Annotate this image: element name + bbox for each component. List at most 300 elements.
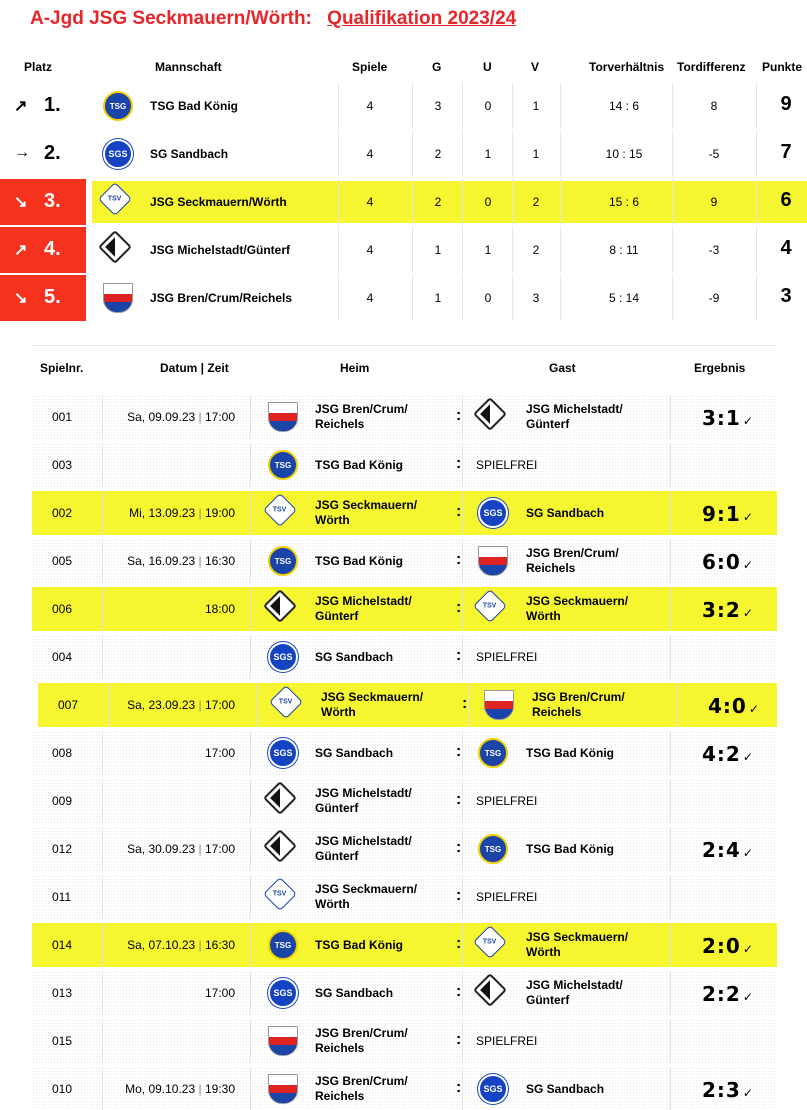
standings-row[interactable]: [0, 131, 807, 177]
check-icon: ✓: [748, 702, 760, 716]
divider: [250, 731, 251, 775]
home-team-line: TSG Bad König: [315, 458, 403, 472]
divider: [462, 971, 463, 1015]
result-score: 2:4: [702, 838, 741, 862]
bye-label: SPIELFREI: [476, 458, 538, 472]
schedule-header-3: Gast: [549, 361, 576, 375]
match-date-time: [127, 842, 235, 856]
divider: [102, 827, 103, 871]
match-date-time: [127, 938, 235, 952]
score-separator: :: [456, 743, 462, 760]
match-result[interactable]: [702, 838, 754, 862]
separator: |: [195, 842, 205, 856]
match-row[interactable]: [32, 875, 777, 919]
divider: [670, 491, 671, 535]
match-number: 009: [52, 794, 73, 808]
standings-row[interactable]: [0, 227, 807, 273]
column-header-7: Tordifferenz: [677, 60, 746, 74]
page-title: [30, 8, 516, 30]
goal-diff: 8: [710, 99, 718, 113]
home-team-line: JSG Michelstadt/: [315, 834, 412, 848]
divider: [462, 491, 463, 535]
check-icon: ✓: [742, 942, 754, 956]
result-score: 2:2: [702, 982, 741, 1006]
tsv-crest-icon: TSV: [473, 925, 507, 959]
result-score: 9:1: [702, 502, 741, 526]
divider: [560, 275, 561, 321]
mich-crest-icon: [473, 973, 507, 1007]
divider: [560, 83, 561, 129]
divider: [102, 443, 103, 487]
divider: [670, 443, 671, 487]
home-team[interactable]: [315, 650, 393, 665]
match-row[interactable]: [32, 827, 777, 871]
standings-header: [0, 60, 807, 80]
match-number: 003: [52, 458, 73, 472]
position: 3.: [44, 190, 61, 212]
divider: [462, 443, 463, 487]
check-icon: ✓: [742, 1086, 754, 1100]
match-date: Mi, 13.09.23: [129, 506, 196, 520]
score-separator: :: [456, 791, 462, 808]
home-team-line: Reichels: [315, 1089, 365, 1103]
away-team-line: JSG Bren/Crum/: [532, 690, 625, 704]
away-team-line: SG Sandbach: [526, 506, 605, 520]
rank-cell: [0, 83, 86, 129]
divider: [560, 227, 561, 273]
home-team[interactable]: [315, 938, 403, 953]
check-icon: ✓: [742, 990, 754, 1004]
schedule-header-4: Ergebnis: [694, 361, 746, 375]
match-row[interactable]: [32, 395, 777, 439]
away-team[interactable]: [526, 506, 604, 521]
divider: [512, 83, 513, 129]
home-team-line: SG Sandbach: [315, 746, 394, 760]
match-result[interactable]: [702, 982, 754, 1006]
match-result[interactable]: [702, 1078, 754, 1102]
losses: 1: [532, 147, 540, 161]
team-name[interactable]: JSG Michelstadt/Günterf: [150, 243, 291, 257]
rank-cell: [0, 227, 86, 273]
divider: [672, 179, 673, 225]
goal-diff: 9: [710, 195, 718, 209]
home-team-line: SG Sandbach: [315, 986, 394, 1000]
away-team-line: Wörth: [526, 945, 561, 959]
points: 4: [780, 237, 792, 259]
match-number: 005: [52, 554, 73, 568]
sg-crest-icon: SGS: [478, 498, 508, 528]
games: 4: [366, 147, 374, 161]
match-result[interactable]: [702, 934, 754, 958]
match-result[interactable]: [708, 694, 760, 718]
goals: 14 : 6: [608, 99, 640, 113]
home-team-line: Wörth: [321, 705, 356, 719]
away-team[interactable]: [526, 930, 628, 960]
match-number: 015: [52, 1034, 73, 1048]
match-row[interactable]: [32, 731, 777, 775]
match-date: Sa, 16.09.23: [127, 554, 196, 568]
score-separator: :: [456, 935, 462, 952]
match-time: 16:30: [204, 938, 235, 952]
divider: [412, 131, 413, 177]
match-date-time: [205, 986, 235, 1000]
column-header-5: V: [531, 60, 540, 74]
divider: [102, 779, 103, 823]
match-row[interactable]: [32, 443, 777, 487]
bren-crest-icon: [268, 402, 298, 432]
sg-crest-icon: SGS: [268, 642, 298, 672]
score-separator: :: [456, 551, 462, 568]
home-team[interactable]: [315, 746, 393, 761]
divider: [672, 227, 673, 273]
losses: 2: [532, 195, 540, 209]
match-result[interactable]: [702, 598, 754, 622]
divider: [560, 179, 561, 225]
goal-diff: -3: [708, 243, 720, 257]
home-team[interactable]: [315, 498, 417, 528]
away-team[interactable]: [526, 978, 623, 1008]
tsv-crest-icon: TSV: [473, 589, 507, 623]
away-team-line: TSG Bad König: [526, 842, 614, 856]
match-number: 002: [52, 506, 73, 520]
check-icon: ✓: [742, 606, 754, 620]
divider: [102, 875, 103, 919]
divider: [256, 683, 257, 727]
divider: [462, 179, 463, 225]
home-team[interactable]: [315, 402, 408, 432]
tsg-crest-icon: TSG: [268, 930, 298, 960]
result-score: 2:3: [702, 1078, 741, 1102]
schedule-header-0: Spielnr.: [40, 361, 84, 375]
column-header-3: G: [432, 60, 442, 74]
bren-crest-icon: [268, 1026, 298, 1056]
divider: [462, 539, 463, 583]
match-number: 001: [52, 410, 73, 424]
home-team[interactable]: [315, 786, 412, 816]
sg-crest-icon: SGS: [478, 1074, 508, 1104]
games: 4: [366, 243, 374, 257]
home-team-line: JSG Bren/Crum/: [315, 1074, 408, 1088]
losses: 3: [532, 291, 540, 305]
home-team[interactable]: [315, 594, 412, 624]
match-row[interactable]: [32, 971, 777, 1015]
bye-label: SPIELFREI: [476, 650, 538, 664]
home-team-line: SG Sandbach: [315, 650, 394, 664]
score-separator: :: [456, 1031, 462, 1048]
standings-row[interactable]: [0, 275, 807, 321]
column-header-4: U: [483, 60, 492, 74]
home-team-line: Günterf: [315, 609, 359, 623]
match-time: 19:30: [204, 1082, 235, 1096]
divider: [338, 131, 339, 177]
divider: [338, 83, 339, 129]
away-team[interactable]: [526, 594, 628, 624]
match-time: 17:00: [204, 746, 235, 760]
match-row[interactable]: [32, 923, 777, 967]
divider: [756, 179, 757, 225]
check-icon: ✓: [742, 558, 754, 572]
divider: [512, 131, 513, 177]
losses: 2: [532, 243, 540, 257]
divider: [670, 1019, 671, 1063]
result-score: 2:0: [702, 934, 741, 958]
mich-crest-icon: [263, 589, 297, 623]
tsg-crest-icon: TSG: [478, 738, 508, 768]
divider: [412, 83, 413, 129]
divider: [462, 227, 463, 273]
match-result[interactable]: [702, 550, 754, 574]
divider: [672, 83, 673, 129]
match-number: 007: [58, 698, 79, 712]
tsg-crest-icon: TSG: [478, 834, 508, 864]
tsg-crest-icon: TSG: [268, 546, 298, 576]
rank-cell: [0, 131, 86, 177]
divider: [102, 731, 103, 775]
column-header-1: Mannschaft: [155, 60, 222, 74]
match-date-time: [205, 746, 235, 760]
home-team[interactable]: [315, 458, 403, 473]
position: 2.: [44, 142, 61, 164]
check-icon: ✓: [742, 846, 754, 860]
divider: [670, 779, 671, 823]
divider: [462, 1019, 463, 1063]
divider: [102, 1019, 103, 1063]
goal-diff: -9: [708, 291, 720, 305]
bye-label: SPIELFREI: [476, 890, 538, 904]
divider: [250, 587, 251, 631]
match-result[interactable]: [702, 502, 754, 526]
rank-cell: [0, 275, 86, 321]
score-separator: :: [456, 647, 462, 664]
divider: [250, 635, 251, 679]
home-team[interactable]: [321, 690, 423, 720]
away-team-line: Reichels: [532, 705, 582, 719]
result-score: 3:2: [702, 598, 741, 622]
divider: [670, 395, 671, 439]
match-row[interactable]: [32, 779, 777, 823]
match-row[interactable]: [32, 491, 777, 535]
away-team-line: JSG Michelstadt/: [526, 978, 623, 992]
divider: [670, 827, 671, 871]
divider: [672, 131, 673, 177]
match-date-time: [127, 554, 235, 568]
wins: 1: [434, 291, 442, 305]
match-time: 17:00: [204, 698, 235, 712]
away-team-line: SG Sandbach: [526, 1082, 605, 1096]
divider: [670, 971, 671, 1015]
away-team[interactable]: [526, 402, 623, 432]
sg-crest-icon: SGS: [103, 139, 133, 169]
sg-crest-icon: SGS: [268, 738, 298, 768]
match-row[interactable]: [32, 539, 777, 583]
points: 6: [780, 189, 792, 211]
divider: [512, 179, 513, 225]
match-row[interactable]: [32, 1067, 777, 1110]
position: 4.: [44, 238, 61, 260]
divider: [756, 83, 757, 129]
match-result[interactable]: [702, 742, 754, 766]
home-team-line: JSG Seckmauern/: [321, 690, 424, 704]
draws: 1: [484, 243, 492, 257]
home-team-line: JSG Bren/Crum/: [315, 1026, 408, 1040]
losses: 1: [532, 99, 540, 113]
trend-arrow-icon: ↗: [14, 242, 28, 259]
divider: [412, 275, 413, 321]
team-name[interactable]: JSG Seckmauern/Wörth: [150, 195, 287, 209]
score-separator: :: [456, 503, 462, 520]
match-time: 17:00: [204, 986, 235, 1000]
divider: [670, 731, 671, 775]
home-team[interactable]: [315, 834, 412, 864]
away-team[interactable]: [526, 546, 619, 576]
result-score: 3:1: [702, 406, 741, 430]
score-separator: :: [456, 599, 462, 616]
home-team[interactable]: [315, 986, 393, 1001]
standings-row[interactable]: [0, 83, 807, 129]
match-row[interactable]: [38, 683, 777, 727]
match-time: 18:00: [204, 602, 235, 616]
divider: [412, 179, 413, 225]
match-result[interactable]: [702, 406, 754, 430]
divider: [462, 587, 463, 631]
home-team-line: JSG Bren/Crum/: [315, 402, 408, 416]
goals: 8 : 11: [609, 243, 639, 257]
title-main: A-Jgd JSG Seckmauern/Wörth:: [30, 8, 312, 29]
tsv-crest-icon: TSV: [263, 877, 297, 911]
divider: [102, 587, 103, 631]
divider: [102, 395, 103, 439]
divider: [672, 275, 673, 321]
team-name[interactable]: SG Sandbach: [150, 147, 229, 161]
divider: [250, 491, 251, 535]
home-team-line: JSG Michelstadt/: [315, 786, 412, 800]
away-team[interactable]: [526, 746, 614, 761]
check-icon: ✓: [742, 750, 754, 764]
home-team-line: Reichels: [315, 1041, 365, 1055]
away-team-line: Wörth: [526, 609, 561, 623]
match-number: 008: [52, 746, 73, 760]
divider: [338, 275, 339, 321]
away-team-line: JSG Bren/Crum/: [526, 546, 619, 560]
divider: [102, 923, 103, 967]
wins: 2: [434, 195, 442, 209]
goals: 15 : 6: [608, 195, 640, 209]
match-date-time: [127, 410, 235, 424]
match-row[interactable]: [32, 1019, 777, 1063]
away-team-line: JSG Seckmauern/: [526, 930, 629, 944]
match-row[interactable]: [32, 635, 777, 679]
divider: [250, 779, 251, 823]
divider: [462, 275, 463, 321]
title-qualification-link[interactable]: Qualifikation 2023/24: [327, 8, 517, 29]
separator: |: [195, 554, 205, 568]
divider: [512, 275, 513, 321]
trend-arrow-icon: ↗: [14, 98, 28, 115]
games: 4: [366, 291, 374, 305]
divider: [756, 131, 757, 177]
away-team[interactable]: [532, 690, 625, 720]
divider: [512, 227, 513, 273]
goal-diff: -5: [708, 147, 720, 161]
bren-crest-icon: [268, 1074, 298, 1104]
divider: [250, 971, 251, 1015]
bren-crest-icon: [103, 283, 133, 313]
divider: [338, 179, 339, 225]
away-team[interactable]: [526, 1082, 604, 1097]
mich-crest-icon: [473, 397, 507, 431]
match-number: 014: [52, 938, 73, 952]
divider: [462, 395, 463, 439]
separator: |: [195, 938, 205, 952]
home-team-line: Wörth: [315, 897, 350, 911]
team-name[interactable]: JSG Bren/Crum/Reichels: [150, 291, 293, 305]
divider: [462, 731, 463, 775]
divider: [102, 539, 103, 583]
position: 1.: [44, 94, 61, 116]
away-team-line: JSG Michelstadt/: [526, 402, 623, 416]
divider: [250, 539, 251, 583]
match-number: 013: [52, 986, 73, 1000]
away-team-line: Günterf: [526, 417, 570, 431]
home-team[interactable]: [315, 554, 403, 569]
score-separator: :: [456, 839, 462, 856]
away-team[interactable]: [526, 842, 614, 857]
games: 4: [366, 99, 374, 113]
match-date-time: [127, 698, 235, 712]
match-time: 19:00: [204, 506, 235, 520]
divider: [462, 827, 463, 871]
trend-arrow-icon: ↘: [14, 290, 28, 307]
home-team[interactable]: [315, 882, 417, 912]
match-date-time: [129, 506, 235, 520]
divider: [676, 683, 677, 727]
divider: [250, 443, 251, 487]
divider: [670, 635, 671, 679]
column-header-2: Spiele: [352, 60, 388, 74]
schedule-header: [0, 361, 807, 381]
match-number: 006: [52, 602, 73, 616]
match-row[interactable]: [32, 587, 777, 631]
wins: 1: [434, 243, 442, 257]
match-time: 16:30: [204, 554, 235, 568]
home-team-line: Günterf: [315, 849, 359, 863]
tsv-crest-icon: TSV: [98, 182, 132, 216]
tsg-crest-icon: TSG: [103, 91, 133, 121]
match-date: Mo, 09.10.23: [125, 1082, 196, 1096]
home-team[interactable]: [315, 1026, 408, 1056]
check-icon: ✓: [742, 414, 754, 428]
standings-row[interactable]: [0, 179, 807, 225]
divider: [102, 1067, 103, 1110]
draws: 0: [484, 291, 492, 305]
match-number: 004: [52, 650, 73, 664]
divider: [32, 345, 777, 346]
points: 7: [780, 141, 792, 163]
divider: [756, 275, 757, 321]
divider: [412, 227, 413, 273]
divider: [250, 875, 251, 919]
home-team[interactable]: [315, 1074, 408, 1104]
divider: [462, 131, 463, 177]
schedule-header-2: Heim: [340, 361, 370, 375]
divider: [462, 779, 463, 823]
team-name[interactable]: TSG Bad König: [150, 99, 238, 113]
divider: [102, 491, 103, 535]
bren-crest-icon: [484, 690, 514, 720]
schedule-header-1: Datum | Zeit: [160, 361, 229, 375]
match-date: Sa, 30.09.23: [127, 842, 196, 856]
draws: 0: [484, 99, 492, 113]
